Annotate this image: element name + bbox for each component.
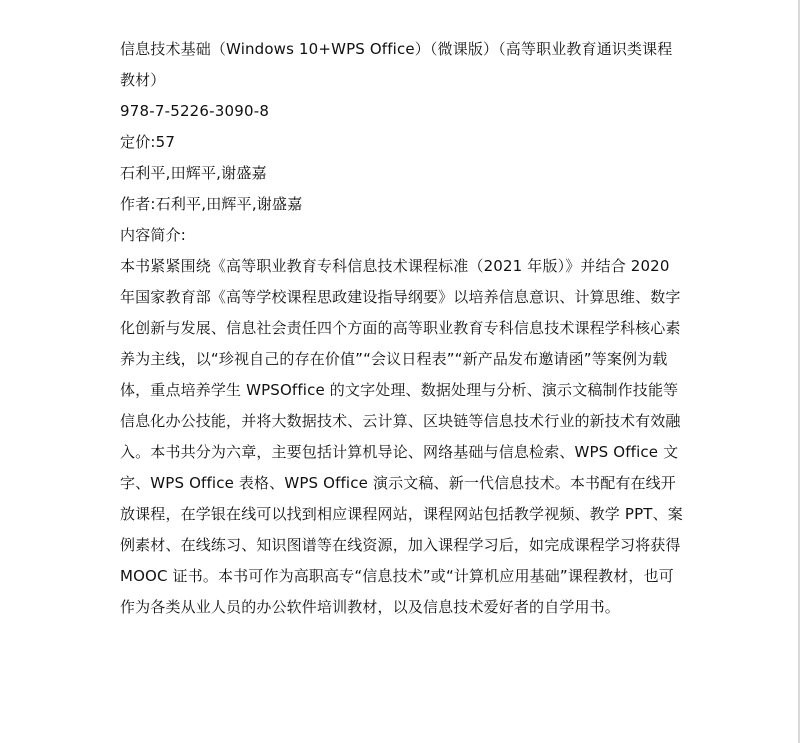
- book-title: 信息技术基础（Windows 10+WPS Office）（微课版）（高等职业教育通识类课程教材）: [120, 40, 673, 89]
- isbn-text: 978-7-5226-3090-8: [120, 102, 270, 120]
- summary-paragraph: 本书紧紧围绕《高等职业教育专科信息技术课程标准（2021 年版）》并结合 2020 年国家教育部《高等学校课程思政建设指导纲要》以培养信息意识、计算思维、数字化创新与发展、信息社会责任四个方面的高等职业教育专科信息技术课程学科核心素养为主线，以“珍视自己的存在价值”“会议日程表”“新产品发布邀请函”等案例为载体，重点培养学生 WPSOffice 的文字处理、数据处理与分析、演示文稿制作技能等信息化办公技能，并将大数据技术、云计算、区块链等信息技术行业的新技术有效融入。本书共分为六章，主要包括计算机导论、网络基础与信息检索、WPS Office 文字、WPS Office 表格、WPS Office 演示文稿、新一代信息技术。本书配有在线开放课程，在学银在线可以找到相应课程网站，课程网站包括教学视频、教学 PPT、案例素材、在线练习、知识图谱等在线资源，加入课程学习后，如完成课程学习将获得 MOOC 证书。本书可作为高职高专“信息技术”或“计算机应用基础”课程教材，也可作为各类从业人员的办公软件培训教材，以及信息技术爱好者的自学用书。: [120, 257, 683, 616]
- author-label-text: 作者:石利平,田辉平,谢盛嘉: [120, 195, 303, 213]
- book-description-document: [120, 34, 686, 623]
- price-text: 定价:57: [120, 133, 176, 151]
- authors-text: 石利平,田辉平,谢盛嘉: [120, 164, 267, 182]
- summary-heading: 内容简介:: [120, 226, 187, 244]
